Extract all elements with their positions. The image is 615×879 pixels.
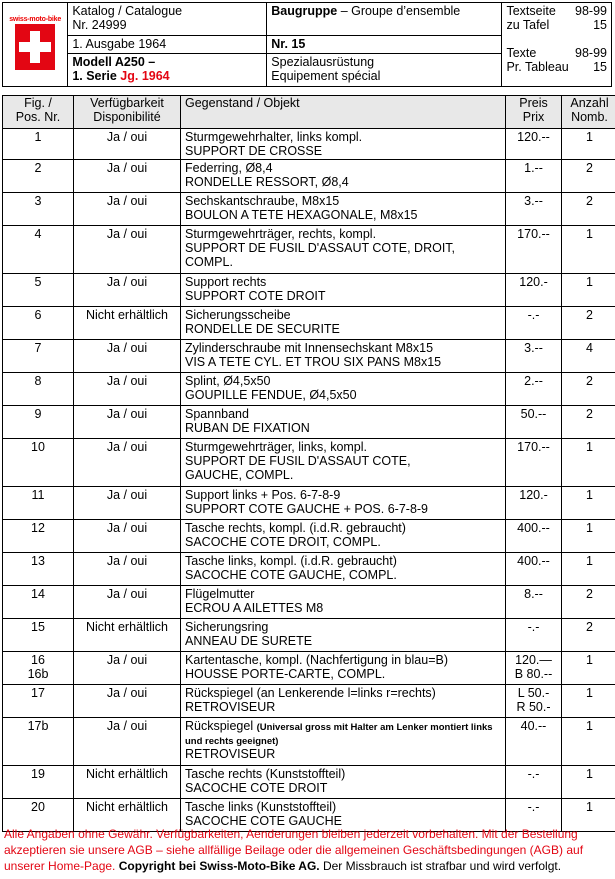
object-de: Kartentasche, kompl. (Nachfertigung in blau=B)	[185, 653, 448, 667]
col-qty: Anzahl Nomb.	[562, 96, 615, 129]
cell-pos	[3, 226, 74, 274]
quantity: 1	[586, 800, 593, 814]
table-row	[3, 652, 615, 685]
quantity: 4	[586, 341, 593, 355]
footer-disclaimer: Alle Angaben ohne Gewähr. Verfügbarkeiten, Aenderungen bleiben jederzeit vorbehalten. Mit der Bestellung akzeptieren sie unsere AGB – siehe allfällige Beilage oder die allgemeinen Geschäftsbedingungen (AGB) auf unserer Home-Page. Copyright bei Swiss-Moto-Bike AG. Der Missbrauch ist strafbar und wird verfolgt.	[4, 827, 584, 873]
quantity: 1	[586, 440, 593, 454]
object-de: Flügelmutter	[185, 587, 255, 601]
cell-pos	[3, 406, 74, 439]
cell-availability	[74, 766, 181, 799]
col-object: Gegenstand / Objekt	[181, 96, 506, 129]
object-de: Zylinderschraube mit Innensechskant M8x15	[185, 341, 434, 355]
header-table	[2, 2, 612, 87]
cell-availability	[74, 307, 181, 340]
pos-number: 5	[34, 275, 42, 289]
cell-availability	[74, 373, 181, 406]
price: 120.-	[519, 488, 548, 502]
object-de: Sturmgewehrträger, links, kompl.	[185, 440, 368, 454]
object-de: Tasche rechts, kompl. (i.d.R. gebraucht)	[185, 521, 406, 535]
cell-price	[506, 406, 562, 439]
pos-number: 10	[31, 440, 45, 454]
object-fr: ANNEAU DE SURETE	[185, 634, 313, 648]
model-line2: 1. Serie Jg. 1964	[72, 69, 170, 83]
model-cell	[68, 54, 267, 87]
table-row	[3, 487, 615, 520]
quantity: 2	[586, 407, 593, 421]
pos-number: 20	[31, 800, 45, 814]
cell-qty	[562, 718, 615, 766]
pos-number: 13	[31, 554, 45, 568]
pos-number: 14	[31, 587, 45, 601]
price: -.-	[527, 800, 540, 814]
pos-number: 3	[34, 194, 42, 208]
object-de: Support rechts	[185, 275, 267, 289]
cell-object	[181, 520, 506, 553]
cell-object	[181, 160, 506, 193]
cell-object	[181, 226, 506, 274]
availability: Nicht erhältlich	[86, 620, 168, 634]
object-de: Support links + Pos. 6-7-8-9	[185, 488, 341, 502]
pos-number: 12	[31, 521, 45, 535]
cell-pos	[3, 553, 74, 586]
pos-number: 8	[34, 374, 42, 388]
object-fr: SUPPORT DE FUSIL D'ASSAUT COTE,	[185, 454, 411, 468]
table-row	[3, 373, 615, 406]
cell-price	[506, 307, 562, 340]
pos-number: 16	[31, 653, 45, 667]
cell-qty	[562, 553, 615, 586]
availability: Ja / oui	[106, 341, 148, 355]
availability: Ja / oui	[106, 686, 148, 700]
cell-pos	[3, 619, 74, 652]
object-de: Tasche links, kompl. (i.d.R. gebraucht)	[185, 554, 397, 568]
group-number-cell	[267, 36, 502, 54]
cell-pos	[3, 652, 74, 685]
object-fr: RONDELLE DE SECURITE	[185, 322, 340, 336]
cell-qty	[562, 619, 615, 652]
cell-object	[181, 652, 506, 685]
cell-qty	[562, 160, 615, 193]
cell-object	[181, 129, 506, 160]
table-body	[3, 129, 615, 832]
price-alt: R 50.-	[516, 700, 551, 714]
object-fr: SUPPORT DE CROSSE	[185, 144, 323, 158]
table-row	[3, 586, 615, 619]
cell-availability	[74, 619, 181, 652]
availability: Ja / oui	[106, 161, 148, 175]
cell-price	[506, 520, 562, 553]
table-row	[3, 160, 615, 193]
price: 3.--	[524, 341, 543, 355]
cell-qty	[562, 685, 615, 718]
table-row	[3, 274, 615, 307]
group-name-cell	[267, 54, 502, 87]
col-fig: Fig. / Pos. Nr.	[3, 96, 74, 129]
cell-object	[181, 685, 506, 718]
object-de-note: (Universal gross mit Halter am Lenker montiert links und rechts geeignet)	[185, 722, 493, 747]
cell-availability	[74, 406, 181, 439]
object-fr: RONDELLE RESSORT, Ø8,4	[185, 175, 349, 189]
object-fr: RETROVISEUR	[185, 747, 276, 761]
cell-availability	[74, 340, 181, 373]
object-fr: RUBAN DE FIXATION	[185, 421, 310, 435]
quantity: 2	[586, 194, 593, 208]
object-fr: RETROVISEUR	[185, 700, 276, 714]
availability: Ja / oui	[106, 275, 148, 289]
cell-pos	[3, 520, 74, 553]
availability: Ja / oui	[106, 227, 148, 241]
cell-price	[506, 129, 562, 160]
edition: 1. Ausgabe 1964	[72, 37, 167, 51]
availability: Ja / oui	[106, 440, 148, 454]
quantity: 2	[586, 374, 593, 388]
quantity: 1	[586, 653, 593, 667]
price: L 50.-	[517, 686, 550, 700]
table-header-row	[3, 96, 615, 129]
object-fr: GOUPILLE FENDUE, Ø4,5x50	[185, 388, 357, 402]
swiss-moto-bike-logo: swiss-moto-bike	[5, 12, 65, 78]
cell-price	[506, 652, 562, 685]
cell-object	[181, 274, 506, 307]
price: -.-	[527, 620, 540, 634]
group-label: Baugruppe – Groupe d’ensemble	[271, 4, 461, 18]
cell-object	[181, 718, 506, 766]
object-de: Federring, Ø8,4	[185, 161, 273, 175]
quantity: 1	[586, 488, 593, 502]
quantity: 1	[586, 767, 593, 781]
object-fr: SUPPORT DE FUSIL D'ASSAUT COTE, DROIT,	[185, 241, 456, 255]
cell-price	[506, 340, 562, 373]
col-availability: Verfügbarkeit Disponibilité	[74, 96, 181, 129]
price: 8.--	[524, 587, 543, 601]
col-price: Preis Prix	[506, 96, 562, 129]
object-de: Tasche links (Kunststoffteil)	[185, 800, 337, 814]
cell-pos	[3, 439, 74, 487]
object-de: Sicherungsscheibe	[185, 308, 291, 322]
pos-number-alt: 16b	[27, 667, 49, 681]
pos-number: 9	[34, 407, 42, 421]
availability: Ja / oui	[106, 521, 148, 535]
cell-price	[506, 766, 562, 799]
price: 1.--	[524, 161, 543, 175]
cell-pos	[3, 487, 74, 520]
object-fr: SUPPORT COTE DROIT	[185, 289, 326, 303]
group-name-fr: Equipement spécial	[271, 69, 381, 83]
object-de: Sechskantschraube, M8x15	[185, 194, 340, 208]
availability: Ja / oui	[106, 653, 148, 667]
availability: Nicht erhältlich	[86, 308, 168, 322]
cell-object	[181, 553, 506, 586]
group-number: Nr. 15	[271, 37, 306, 51]
cell-price	[506, 553, 562, 586]
cell-object	[181, 619, 506, 652]
group-name-de: Spezialausrüstung	[271, 55, 375, 69]
cell-qty	[562, 340, 615, 373]
object-de: Spannband	[185, 407, 249, 421]
cell-qty	[562, 307, 615, 340]
availability: Ja / oui	[106, 587, 148, 601]
quantity: 2	[586, 587, 593, 601]
cell-qty	[562, 129, 615, 160]
cell-pos	[3, 160, 74, 193]
table-row	[3, 520, 615, 553]
table-row	[3, 307, 615, 340]
cell-availability	[74, 520, 181, 553]
cell-availability	[74, 129, 181, 160]
pos-number: 1	[34, 130, 42, 144]
model-line1: Modell A250 –	[72, 55, 156, 69]
quantity: 1	[586, 130, 593, 144]
object-de: Sturmgewehrhalter, links kompl.	[185, 130, 363, 144]
cell-qty	[562, 439, 615, 487]
cell-qty	[562, 520, 615, 553]
cell-price	[506, 718, 562, 766]
quantity: 1	[586, 719, 593, 733]
catalog-number: Nr. 24999	[72, 18, 127, 32]
price: 50.--	[520, 407, 547, 421]
cell-object	[181, 193, 506, 226]
table-row	[3, 685, 615, 718]
pos-number: 15	[31, 620, 45, 634]
cell-object	[181, 766, 506, 799]
cell-availability	[74, 553, 181, 586]
cell-pos	[3, 307, 74, 340]
cell-pos	[3, 274, 74, 307]
cell-pos	[3, 586, 74, 619]
page-ref-cell: Textseite 98-99 zu Tafel 15 Texte 98-99 Pr. Tableau 15	[502, 3, 612, 87]
price: 120.--	[517, 130, 550, 144]
quantity: 1	[586, 227, 593, 241]
availability: Nicht erhältlich	[86, 800, 168, 814]
pos-number: 4	[34, 227, 42, 241]
object-de: Tasche rechts (Kunststoffteil)	[185, 767, 346, 781]
cell-qty	[562, 274, 615, 307]
table-row	[3, 553, 615, 586]
cell-availability	[74, 652, 181, 685]
cell-price	[506, 487, 562, 520]
availability: Ja / oui	[106, 407, 148, 421]
group-title-cell	[267, 3, 502, 36]
price: 120.-	[519, 275, 548, 289]
catalog-cell	[68, 3, 267, 36]
price: -.-	[527, 767, 540, 781]
cell-object	[181, 340, 506, 373]
object-fr: ECROU A AILETTES M8	[185, 601, 324, 615]
cell-availability	[74, 586, 181, 619]
cell-qty	[562, 487, 615, 520]
availability: Ja / oui	[106, 488, 148, 502]
object-de: Sicherungsring	[185, 620, 269, 634]
cell-price	[506, 586, 562, 619]
cell-pos	[3, 766, 74, 799]
quantity: 1	[586, 554, 593, 568]
pos-number: 17	[31, 686, 45, 700]
price: 400.--	[517, 554, 550, 568]
logo-cell	[3, 3, 68, 87]
pos-number: 7	[34, 341, 42, 355]
price: 400.--	[517, 521, 550, 535]
price: 40.--	[520, 719, 547, 733]
cell-qty	[562, 193, 615, 226]
cell-object	[181, 586, 506, 619]
cell-object	[181, 487, 506, 520]
object-fr: SACOCHE COTE GAUCHE, COMPL.	[185, 568, 397, 582]
cell-price	[506, 193, 562, 226]
cell-availability	[74, 160, 181, 193]
table-row	[3, 718, 615, 766]
cell-price	[506, 226, 562, 274]
table-row	[3, 766, 615, 799]
object-fr: HOUSSE PORTE-CARTE, COMPL.	[185, 667, 386, 681]
pos-number: 2	[34, 161, 42, 175]
cell-availability	[74, 193, 181, 226]
parts-table	[2, 95, 615, 832]
table-row	[3, 406, 615, 439]
cell-availability	[74, 487, 181, 520]
cell-availability	[74, 226, 181, 274]
cell-pos	[3, 718, 74, 766]
quantity: 1	[586, 275, 593, 289]
swiss-cross-icon	[15, 24, 55, 70]
object-fr: SACOCHE COTE GAUCHE	[185, 814, 342, 828]
table-row	[3, 193, 615, 226]
availability: Ja / oui	[106, 194, 148, 208]
cell-object	[181, 439, 506, 487]
cell-price	[506, 685, 562, 718]
object-fr: SACOCHE COTE DROIT	[185, 781, 328, 795]
availability: Ja / oui	[106, 374, 148, 388]
catalog-label: Katalog / Catalogue	[72, 4, 183, 18]
cell-qty	[562, 373, 615, 406]
table-row	[3, 619, 615, 652]
price: 120.—	[515, 653, 552, 667]
cell-pos	[3, 129, 74, 160]
object-fr: SUPPORT COTE GAUCHE + POS. 6-7-8-9	[185, 502, 429, 516]
cell-pos	[3, 340, 74, 373]
cell-pos	[3, 373, 74, 406]
object-de: Rückspiegel (Universal gross mit Halter am Lenker montiert links und rechts geeignet)	[185, 719, 493, 747]
price: 2.--	[524, 374, 543, 388]
cell-price	[506, 373, 562, 406]
object-de: Splint, Ø4,5x50	[185, 374, 271, 388]
object-fr: SACOCHE COTE DROIT, COMPL.	[185, 535, 381, 549]
cell-availability	[74, 718, 181, 766]
availability: Ja / oui	[106, 130, 148, 144]
availability: Ja / oui	[106, 554, 148, 568]
cell-availability	[74, 439, 181, 487]
cell-pos	[3, 193, 74, 226]
cell-object	[181, 406, 506, 439]
object-de: Rückspiegel (an Lenkerende l=links r=rechts)	[185, 686, 436, 700]
table-row	[3, 129, 615, 160]
price: 3.--	[524, 194, 543, 208]
cell-price	[506, 439, 562, 487]
pos-number: 17b	[27, 719, 49, 733]
table-row	[3, 340, 615, 373]
price: 170.--	[517, 440, 550, 454]
cell-qty	[562, 226, 615, 274]
cell-object	[181, 307, 506, 340]
quantity: 2	[586, 308, 593, 322]
object-fr-cont: GAUCHE, COMPL.	[185, 468, 294, 482]
table-row	[3, 439, 615, 487]
cell-price	[506, 619, 562, 652]
cell-qty	[562, 766, 615, 799]
cell-price	[506, 160, 562, 193]
object-fr: VIS A TETE CYL. ET TROU SIX PANS M8x15	[185, 355, 442, 369]
price: -.-	[527, 308, 540, 322]
pos-number: 11	[31, 488, 45, 502]
cell-price	[506, 274, 562, 307]
cell-qty	[562, 586, 615, 619]
cell-availability	[74, 685, 181, 718]
pos-number: 19	[31, 767, 45, 781]
cell-availability	[74, 274, 181, 307]
object-de: Sturmgewehrträger, rechts, kompl.	[185, 227, 377, 241]
pos-number: 6	[34, 308, 42, 322]
availability: Ja / oui	[106, 719, 148, 733]
cell-qty	[562, 652, 615, 685]
table-row	[3, 226, 615, 274]
quantity: 1	[586, 686, 593, 700]
price-alt: B 80.--	[514, 667, 553, 681]
price: 170.--	[517, 227, 550, 241]
edition-cell	[68, 36, 267, 54]
quantity: 1	[586, 521, 593, 535]
object-fr: BOULON A TETE HEXAGONALE, M8x15	[185, 208, 418, 222]
cell-object	[181, 373, 506, 406]
cell-pos	[3, 685, 74, 718]
quantity: 2	[586, 161, 593, 175]
availability: Nicht erhältlich	[86, 767, 168, 781]
object-fr-cont: COMPL.	[185, 255, 233, 269]
quantity: 2	[586, 620, 593, 634]
cell-qty	[562, 406, 615, 439]
